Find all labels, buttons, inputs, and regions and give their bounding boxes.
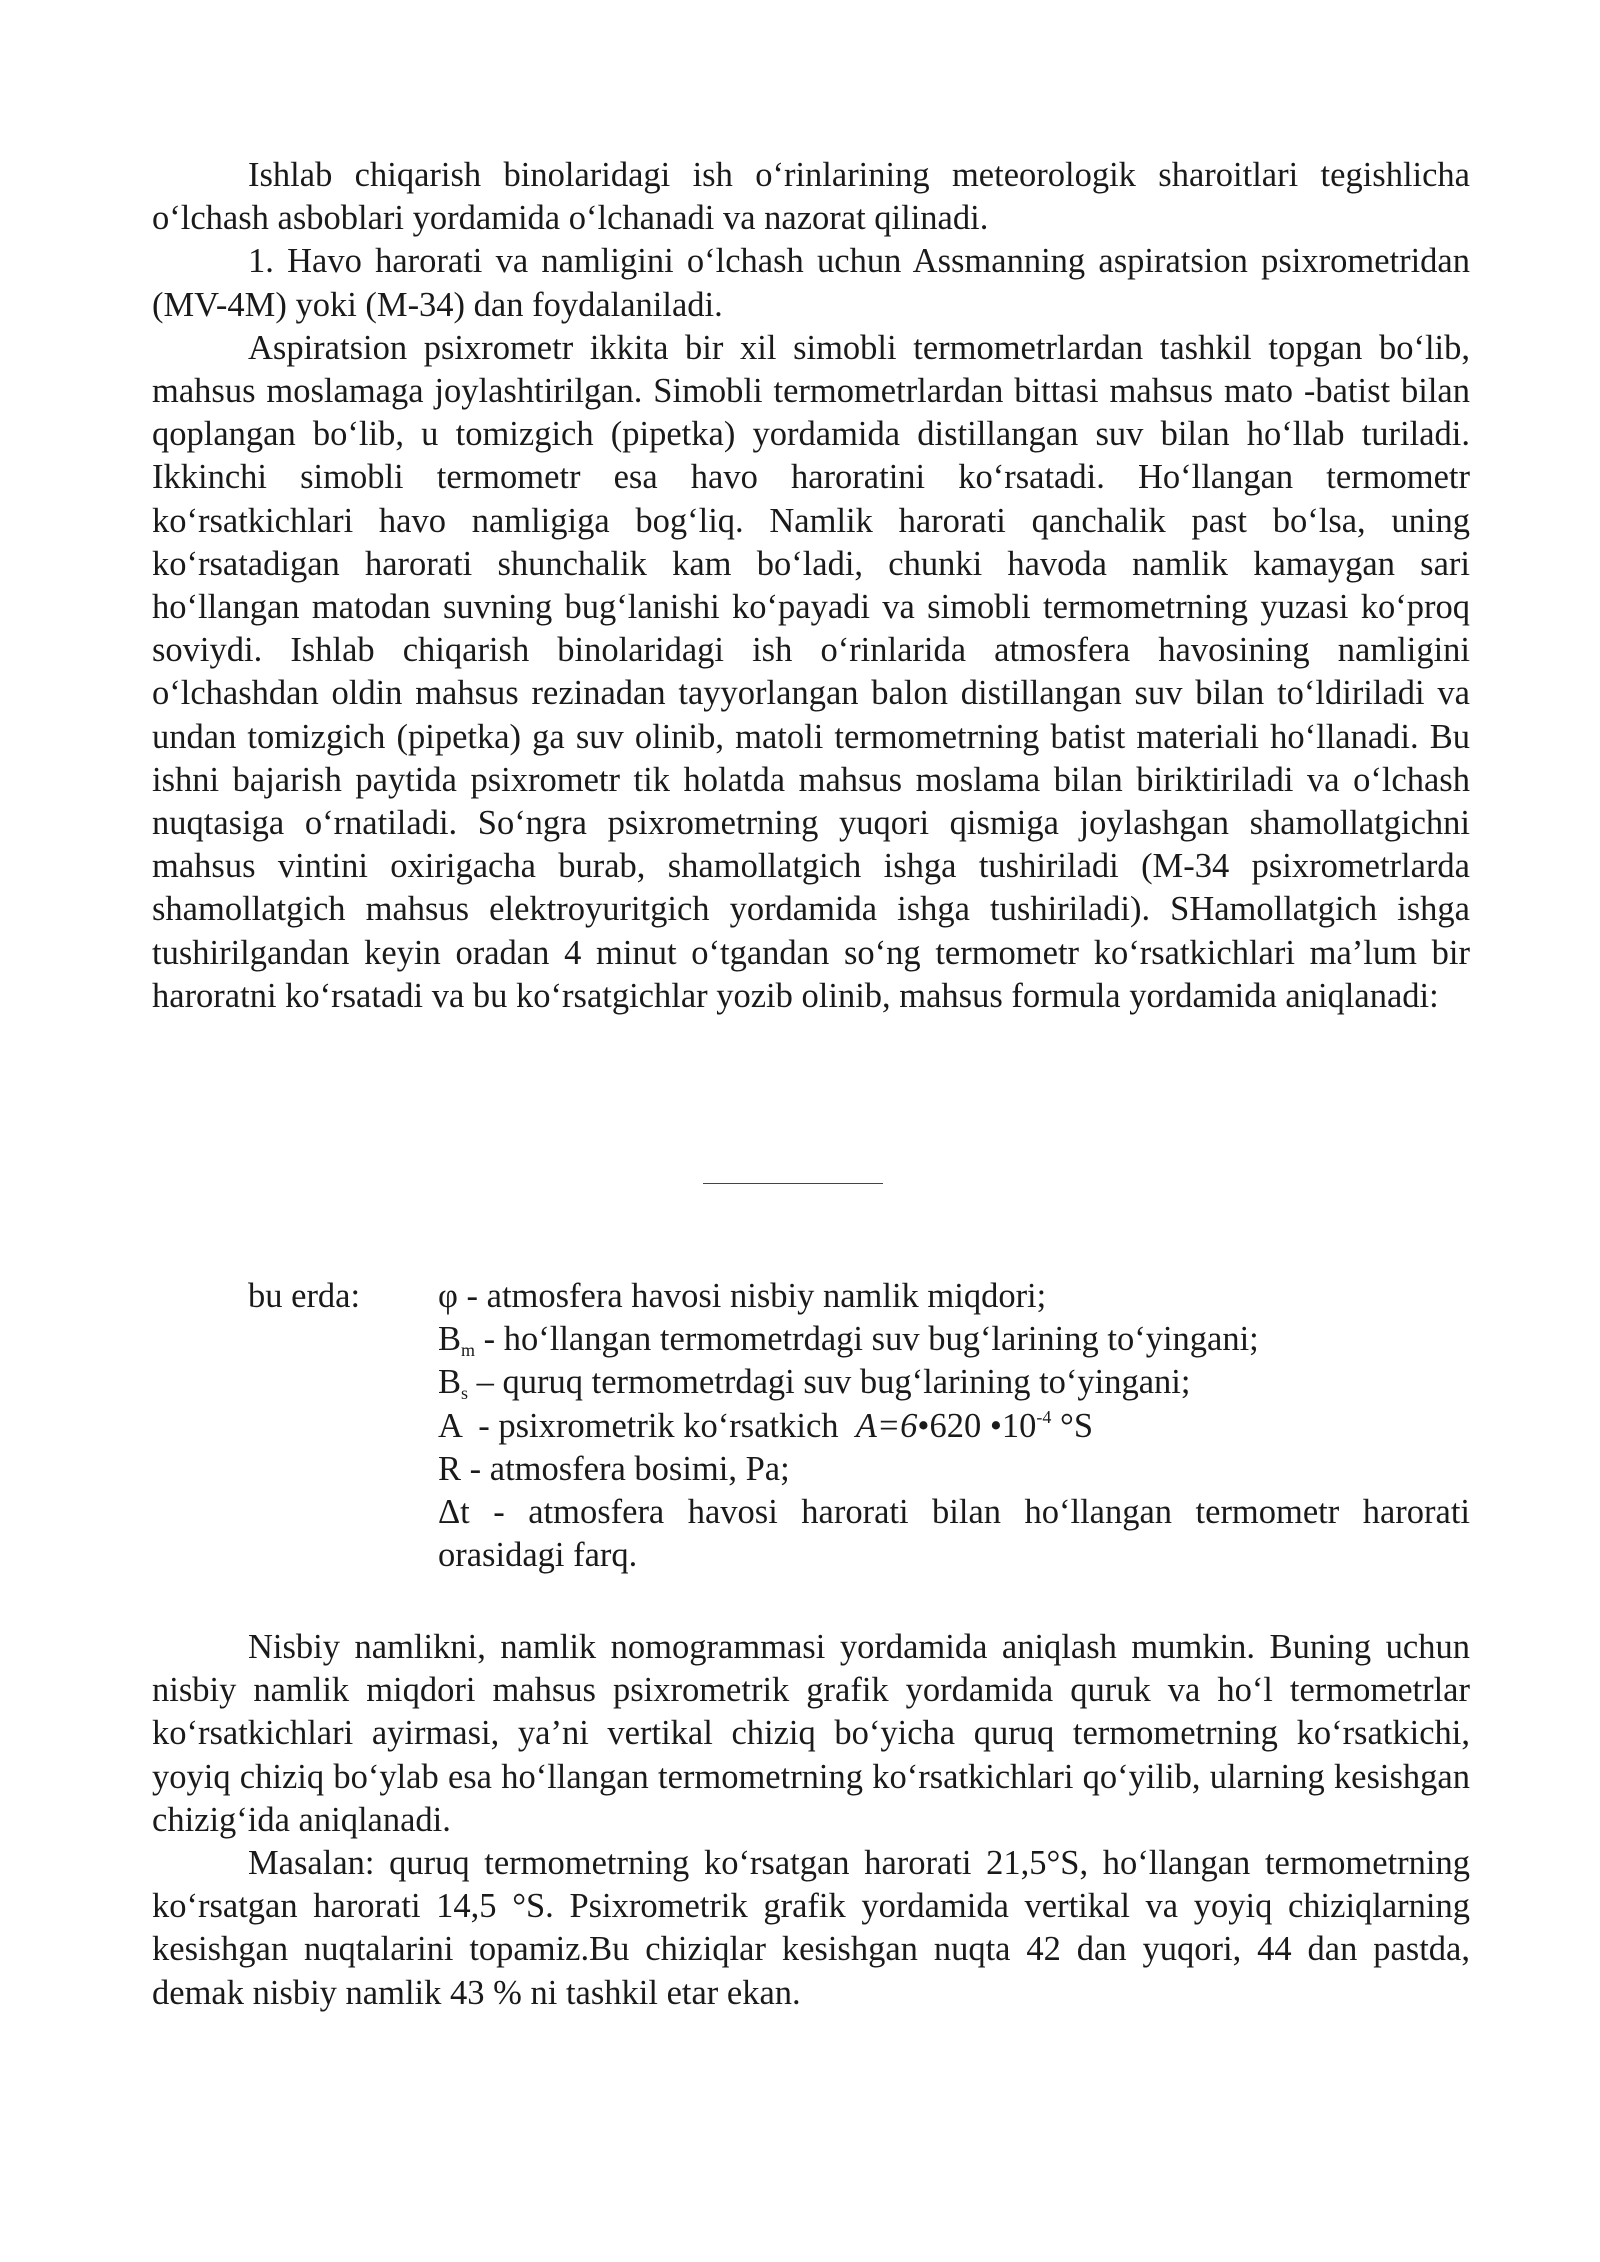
definition-r: R - atmosfera bosimi, Pa; xyxy=(438,1449,790,1488)
definition-bs xyxy=(438,1361,1470,1404)
bs-description: – quruq termometrdagi suv bug‘larining to‘yingani; xyxy=(468,1363,1191,1402)
formula-fraction-line xyxy=(703,1183,883,1184)
bm-description: - ho‘llangan termometrdagi suv bug‘larining to‘yingani; xyxy=(475,1320,1259,1359)
bm-subscript: m xyxy=(461,1340,476,1361)
a-formula-italic: A=6 xyxy=(855,1406,918,1445)
bs-subscript: s xyxy=(461,1383,469,1404)
intro-text-block xyxy=(152,154,1470,1018)
definition-phi: φ - atmosfera havosi nisbiy namlik miqdori; xyxy=(438,1277,1047,1315)
paragraph-meteorological-conditions: Ishlab chiqarish binolaridagi ish o‘rinlarining meteorologik sharoitlari tegishlicha o‘lchash asboblari yordamida o‘lchanadi va nazorat qilinadi. xyxy=(152,156,1470,238)
definition-bm xyxy=(438,1318,1470,1361)
conclusion-text-block xyxy=(152,1626,1470,2015)
definition-a xyxy=(438,1405,1470,1448)
bs-symbol: B xyxy=(438,1363,462,1402)
paragraph-example: Masalan: quruq termometrning ko‘rsatgan harorati 21,5°S, ho‘llangan termometrning ko‘rsatgan harorati 14,5 °S. Psixrometrik grafik yordamida vertikal va yoyiq chiziqlarning kesishgan nuqtalarini topamiz.Bu chiziqlar kesishgan nuqta 42 dan yuqori, 44 dan pastda, demak nisbiy namlik 43 % ni tashkil etar ekan. xyxy=(152,1844,1470,2012)
a-description: A - psixrometrik ko‘rsatkich xyxy=(438,1406,856,1445)
a-exponent: -4 xyxy=(1036,1406,1052,1427)
paragraph-aspiration-psychrometer: Aspiratsion psixrometr ikkita bir xil simobli termometrlardan tashkil topgan bo‘lib, mahsus moslamaga joylashtirilgan. Simobli termometrlardan bittasi mahsus mato -batist bilan qoplangan bo‘lib, u tomizgich (pipetka) yordamida distillangan suv bilan ho‘llab turiladi. Ikkinchi simobli termometr esa havo haroratini ko‘rsatadi. Ho‘llangan termometr ko‘rsatkichlari havo namligiga bog‘liq. Namlik harorati qanchalik past bo‘lsa, uning ko‘rsatadigan harorati shunchalik kam bo‘ladi, chunki havoda namlik kamaygan sari ho‘llangan matodan suvning bug‘lanishi ko‘payadi va simobli termometrning yuzasi ko‘proq soviydi. Ishlab chiqarish binolaridagi ish o‘rinlarida atmosfera havosining namligini o‘lchashdan oldin mahsus rezinadan tayyorlangan balon distillangan suv bilan to‘ldiriladi va undan tomizgich (pipetka) ga suv olinib, matoli termometrning batist materiali ho‘llanadi. Bu ishni bajarish paytida psixrometr tik holatda mahsus moslama bilan biriktiriladi va o‘lchash nuqtasiga o‘rnatiladi. So‘ngra psixrometrning yuqori qismiga joylashgan shamollatgichni mahsus vintini oxirigacha burab, shamollatgich ishga tushiriladi (M-34 psixrometrlarda shamollatgich mahsus elektroyuritgich yordamida ishga tushiriladi). SHamollatgich ishga tushirilgandan keyin oradan 4 minut o‘tgandan so‘ng termometr ko‘rsatkichlari ma’lum bir haroratni ko‘rsatadi va bu ko‘rsatgichlar yozib olinib, mahsus formula yordamida aniqlanadi: xyxy=(152,328,1470,1015)
definitions-list xyxy=(438,1275,1470,1577)
bm-symbol: B xyxy=(438,1320,462,1359)
a-unit: °S xyxy=(1051,1406,1094,1445)
definition-delta-t: Δt - atmosfera havosi harorati bilan ho‘llangan termometr harorati orasidagi farq. xyxy=(438,1493,1470,1575)
paragraph-air-temperature-measurement: 1. Havo harorati va namligini o‘lchash uchun Assmanning aspiratsion psixrometridan (MV-4M) yoki (M-34) dan foydalaniladi. xyxy=(152,242,1470,324)
definitions-label: bu erda: xyxy=(248,1277,361,1315)
paragraph-nomogram: Nisbiy namlikni, namlik nomogrammasi yordamida aniqlash mumkin. Buning uchun nisbiy namlik miqdori mahsus psixrometrik grafik yordamida quruk va ho‘l termometrlar ko‘rsatkichlari ayirmasi, ya’ni vertikal chiziq bo‘yicha quruq termometrning ko‘rsatkichi, yoyiq chiziq bo‘ylab esa ho‘llangan termometrning ko‘rsatkichlari qo‘yilib, ularning kesishgan chizig‘ida aniqlanadi. xyxy=(152,1628,1470,1839)
a-formula-value: •620 •10 xyxy=(917,1406,1037,1445)
